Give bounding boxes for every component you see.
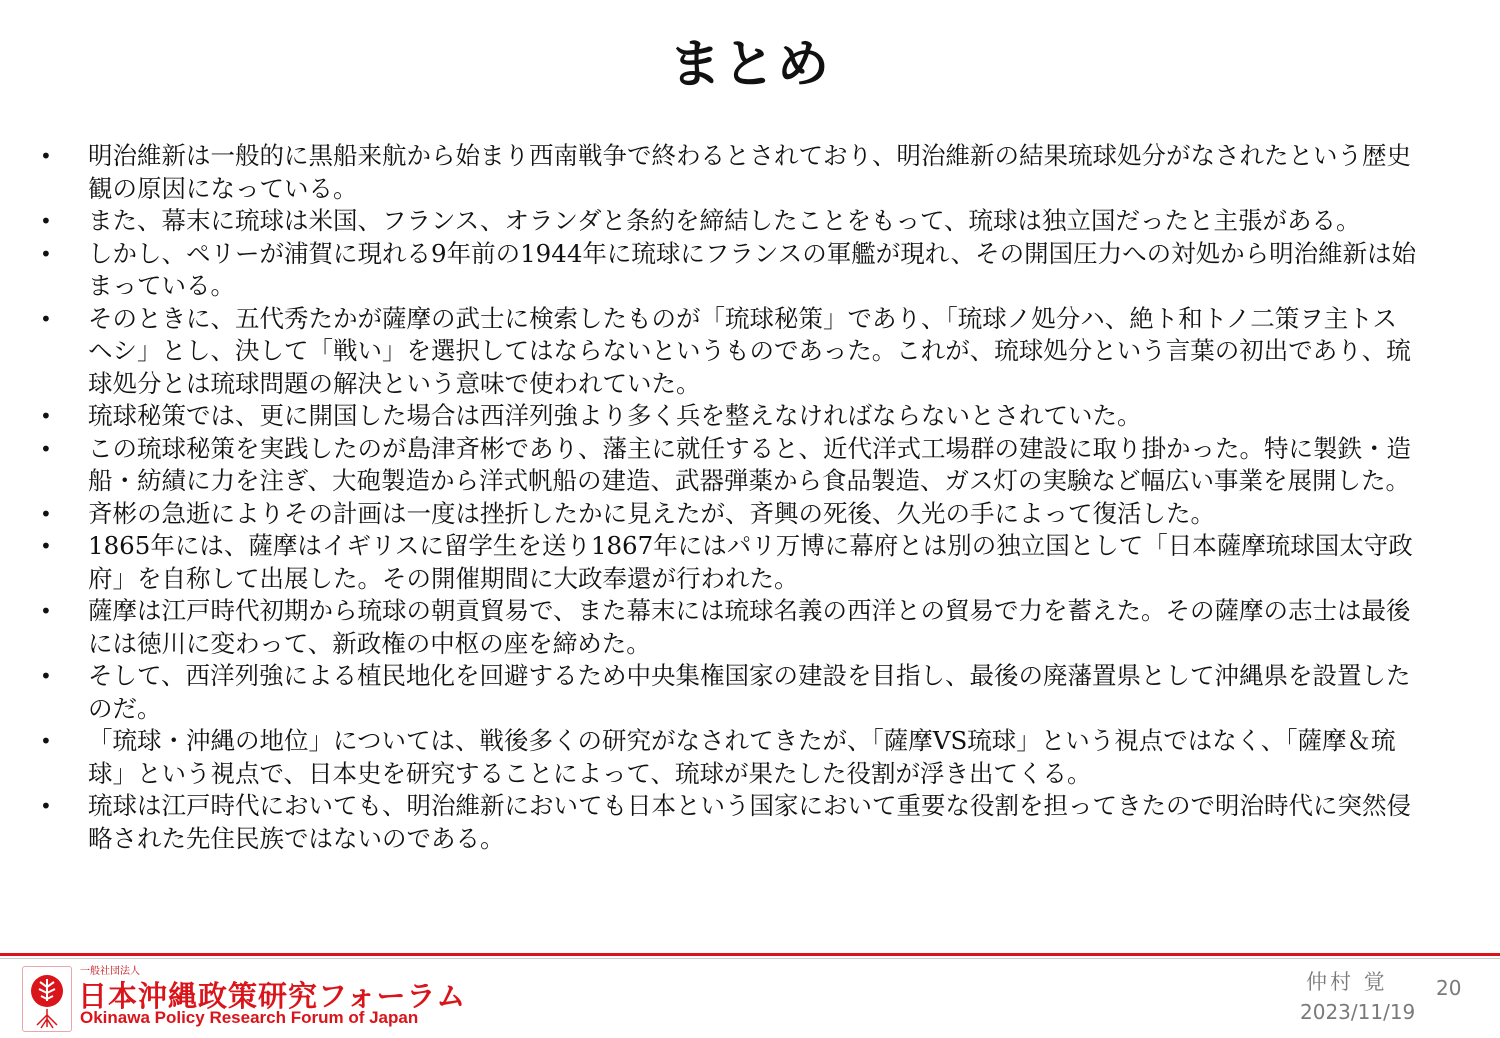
presentation-date: 2023/11/19 [1300, 1000, 1416, 1024]
footer-divider-gray [0, 958, 1500, 959]
bullet-item: • 1865年には、薩摩はイギリスに留学生を送り1867年にはパリ万博に幕府とは別の独立国として「日本薩摩琉球国太守政府」を自称して出展した。その開催期間に大政奉還が行われた。 [40, 530, 1420, 595]
footer-divider-red [0, 953, 1500, 956]
bullet-item: • また、幕末に琉球は米国、フランス、オランダと条約を締結したことをもって、琉球は独立国だったと主張がある。 [40, 205, 1420, 238]
organization-logo-icon [22, 966, 72, 1032]
slide-title: まとめ [668, 35, 831, 95]
org-type-label: 一般社団法人 [80, 966, 140, 977]
bullet-item: • この琉球秘策を実践したのが島津斉彬であり、藩主に就任すると、近代洋式工場群の建設に取り掛かった。特に製鉄・造船・紡績に力を注ぎ、大砲製造から洋式帆船の建造、武器弾薬から食品製造、ガス灯の実験など幅広い事業を展開した。 [40, 433, 1420, 498]
bullet-item: • 琉球秘策では、更に開国した場合は西洋列強より多く兵を整えなければならないとされていた。 [40, 400, 1420, 433]
page-number: 20 [1436, 976, 1462, 1000]
bullet-item: • 琉球は江戸時代においても、明治維新においても日本という国家において重要な役割を担ってきたので明治時代に突然侵略された先住民族ではないのである。 [40, 790, 1420, 855]
org-name-en: Okinawa Policy Research Forum of Japan [80, 1008, 419, 1027]
bullet-item: • 明治維新は一般的に黒船来航から始まり西南戦争で終わるとされており、明治維新の結果琉球処分がなされたという歴史観の原因になっている。 [40, 140, 1420, 205]
bullet-item: • しかし、ペリーが浦賀に現れる9年前の1944年に琉球にフランスの軍艦が現れ、その開国圧力への対処から明治維新は始まっている。 [40, 238, 1420, 303]
org-name-jp: 日本沖縄政策研究フォーラム [78, 979, 467, 1013]
bullet-item: • そのときに、五代秀たかが薩摩の武士に検索したものが「琉球秘策」であり、「琉球ノ処分ハ、絶ト和トノ二策ヲ主トスヘシ」とし、決して「戦い」を選択してはならないというものであった。これが、琉球処分という言葉の初出であり、琉球処分とは琉球問題の解決という意味で使われていた。 [40, 303, 1420, 401]
author-name: 仲村 覚 [1306, 970, 1388, 994]
bullet-item: • そして、西洋列強による植民地化を回避するため中央集権国家の建設を目指し、最後の廃藩置県として沖縄県を設置したのだ。 [40, 660, 1420, 725]
bullet-item: • 「琉球・沖縄の地位」については、戦後多くの研究がなされてきたが、「薩摩VS琉球」という視点ではなく、「薩摩＆琉球」という視点で、日本史を研究することによって、琉球が果たした役割が浮き出てくる。 [40, 725, 1420, 790]
bullet-list [40, 140, 1420, 855]
bullet-item: • 斉彬の急逝によりその計画は一度は挫折したかに見えたが、斉興の死後、久光の手によって復活した。 [40, 498, 1420, 531]
bullet-item: • 薩摩は江戸時代初期から琉球の朝貢貿易で、また幕末には琉球名義の西洋との貿易で力を蓄えた。その薩摩の志士は最後には徳川に変わって、新政権の中枢の座を締めた。 [40, 595, 1420, 660]
